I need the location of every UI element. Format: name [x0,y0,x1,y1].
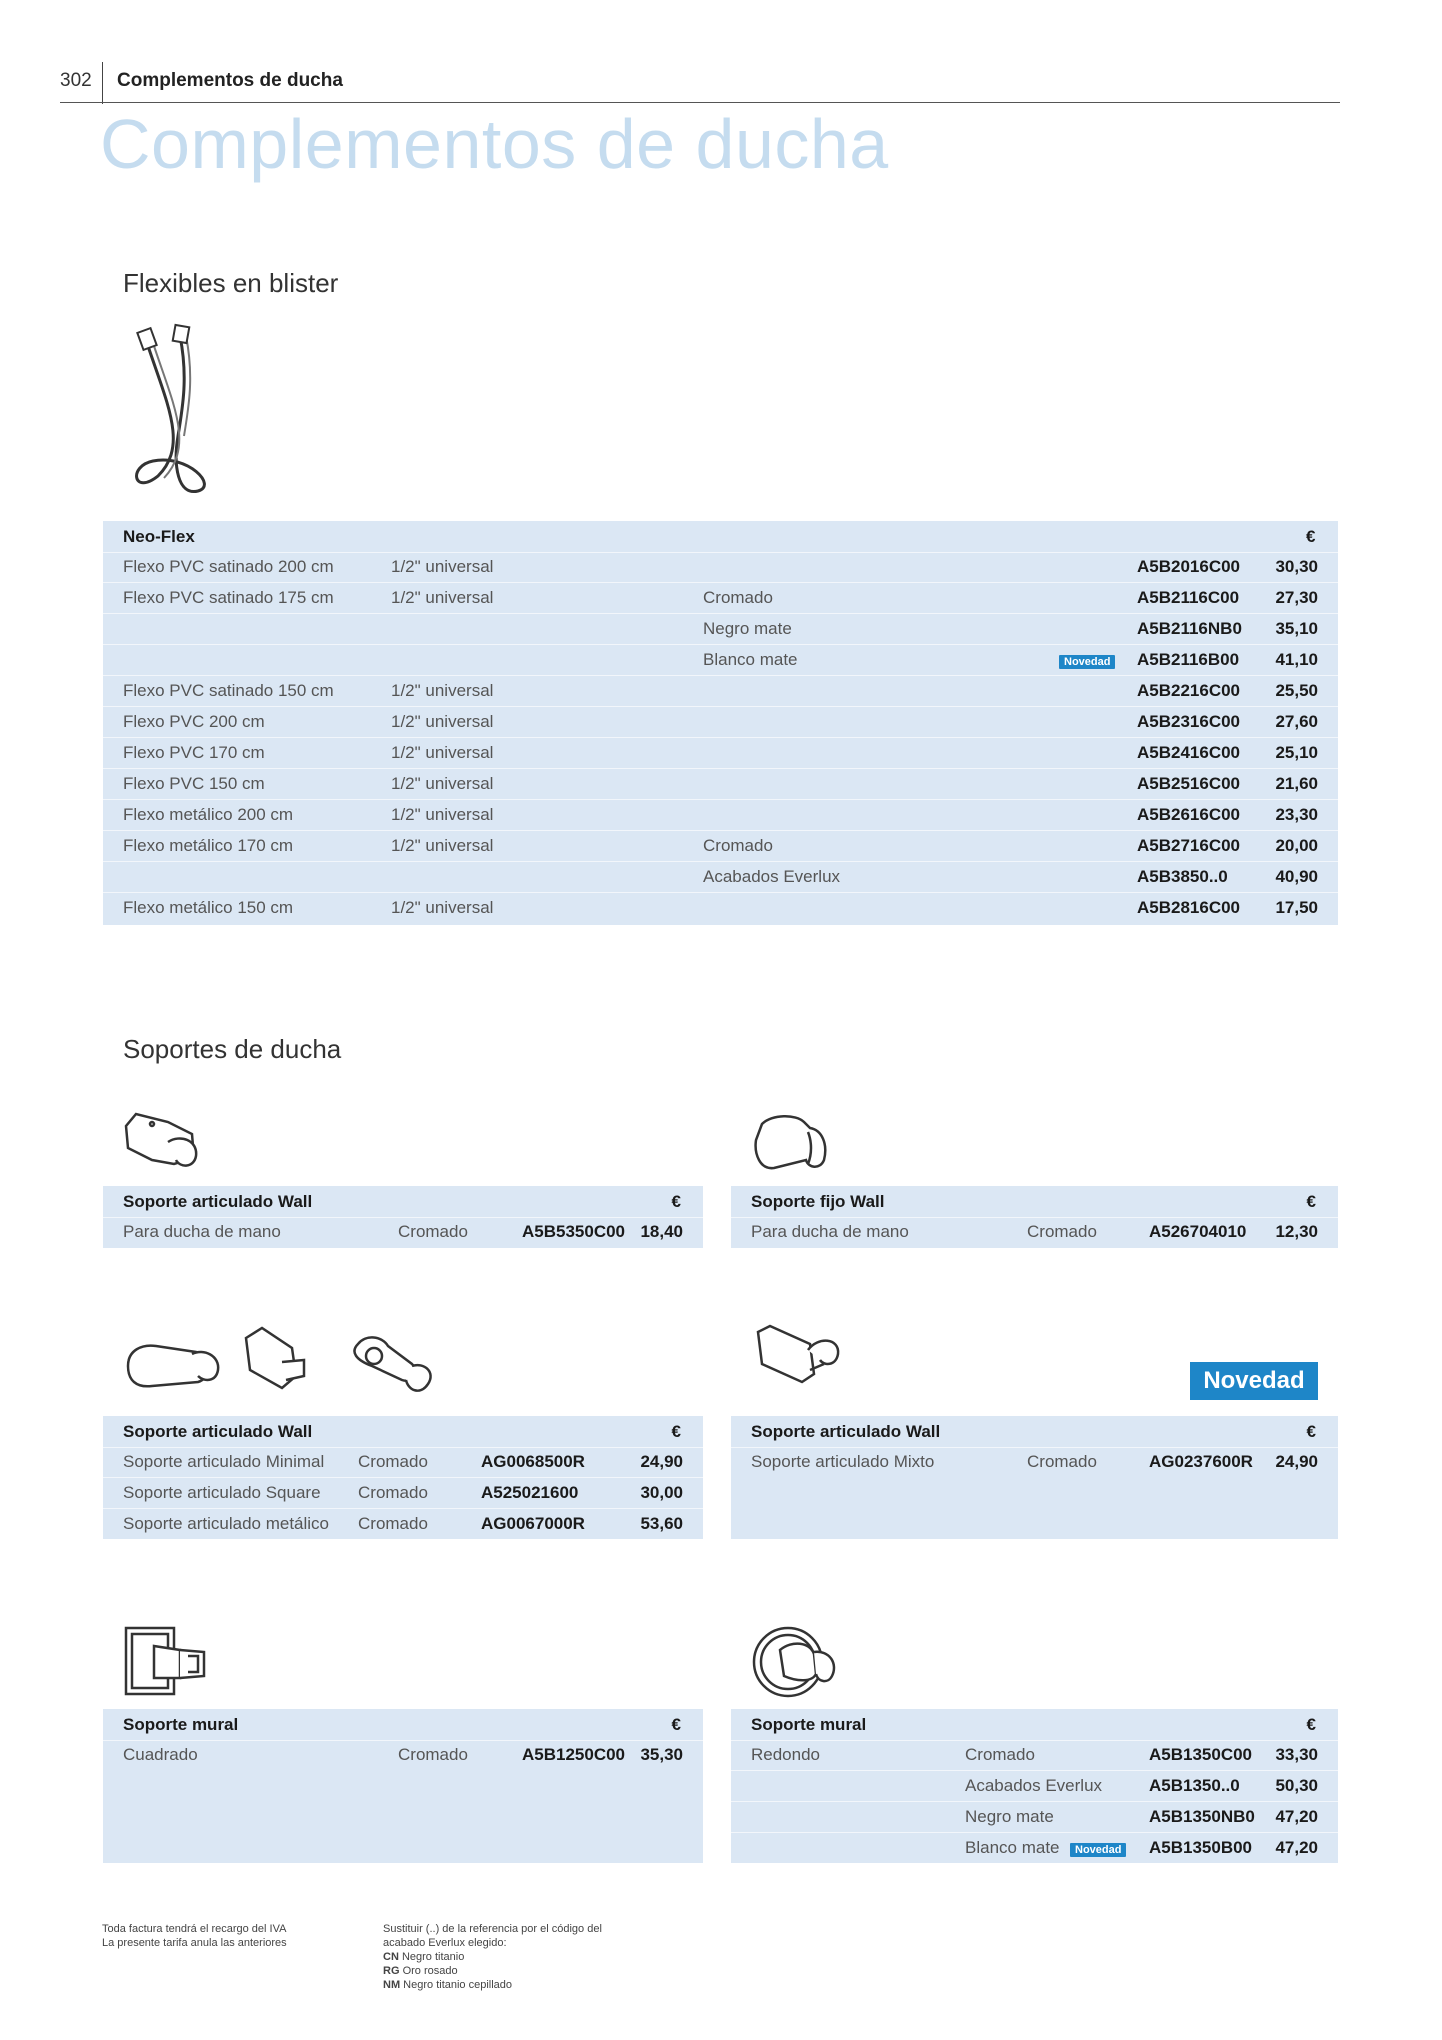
price: 24,90 [1275,1452,1318,1471]
connection-type: 1/2" universal [391,681,494,700]
table-row [731,1216,1338,1247]
group-title: Neo-Flex [123,527,195,546]
soporte-articulado-image [122,1112,204,1170]
footer-vat-note: Toda factura tendrá el recargo del IVA [102,1923,287,1935]
price: 27,30 [1275,588,1318,607]
finish-name: Negro titanio cepillado [403,1979,513,1991]
connection-type: 1/2" universal [391,898,494,917]
page-title: Complementos de ducha [100,105,889,183]
price: 17,50 [1275,898,1318,917]
section-title-soportes: Soportes de ducha [123,1034,342,1064]
finish: Cromado [703,588,773,607]
product-description: Redondo [751,1745,821,1764]
hose-image [118,326,228,506]
product-code: A5B3850..0 [1137,867,1228,886]
table-row [731,1770,1338,1802]
connection-type: 1/2" universal [391,743,494,762]
price: 25,50 [1275,681,1318,700]
product-code: A5B1350B00 [1149,1838,1253,1857]
table-header-row [731,1186,1338,1218]
product-code: A5B2216C00 [1137,681,1241,700]
footer-substitute-note: Sustituir (..) de la referencia por el código del [383,1923,602,1935]
product-code: A5B2116C00 [1137,588,1240,607]
group-title: Soporte fijo Wall [751,1192,885,1211]
table-row [103,1216,703,1247]
table-row [103,1508,703,1539]
soporte-fijo-image [752,1114,832,1170]
product-description: Flexo PVC satinado 200 cm [123,557,334,576]
table-header-row [103,1416,703,1448]
novedad-badge: Novedad [1059,655,1115,669]
header-rule [60,102,1340,103]
currency-label: € [1306,1422,1316,1441]
table-header-row [103,1186,703,1218]
mural-left-table [103,1709,703,1863]
finish: Cromado [1027,1222,1097,1241]
currency-label: € [671,1715,681,1734]
product-code: A5B1350NB0 [1149,1807,1255,1826]
group-title: Soporte mural [123,1715,239,1734]
product-code: A5B2816C00 [1137,898,1241,917]
wall-art2-table [103,1416,703,1539]
finish: Cromado [358,1452,428,1471]
group-title: Soporte articulado Wall [751,1422,941,1441]
product-code: A5B2116B00 [1137,650,1240,669]
table-row [103,861,1338,893]
running-title: Complementos de ducha [117,70,343,91]
novedad-badge-large: Novedad [1190,1362,1318,1400]
connection-type: 1/2" universal [391,774,494,793]
finish-code: NM [383,1979,401,1991]
header-separator [102,62,103,104]
connection-type: 1/2" universal [391,836,494,855]
soporte-cuadrado-image [124,1626,210,1698]
price: 18,40 [640,1222,683,1241]
product-description: Flexo metálico 200 cm [123,805,294,824]
table-row [731,1801,1338,1833]
connection-type: 1/2" universal [391,588,494,607]
currency-label: € [1306,527,1316,546]
soporte-redondo-image [752,1622,842,1700]
soportes-trio-image [122,1326,462,1406]
table-header-row [103,1709,703,1741]
price: 30,30 [1275,557,1318,576]
product-description: Flexo metálico 150 cm [123,898,294,917]
product-code: A5B2716C00 [1137,836,1241,855]
finish: Cromado [398,1222,468,1241]
mural-right-table [731,1709,1338,1863]
table-row [103,1739,703,1770]
price: 40,90 [1275,867,1318,886]
group-title: Soporte articulado Wall [123,1422,313,1441]
novedad-badge-cell [1070,1832,1126,1863]
price: 20,00 [1275,836,1318,855]
novedad-badge-cell [1059,644,1115,675]
table-row [103,737,1338,769]
price: 47,20 [1275,1807,1318,1826]
footer-left [102,1922,287,1950]
finish: Negro mate [703,619,792,638]
product-description: Flexo PVC satinado 150 cm [123,681,334,700]
table-row [103,551,1338,583]
product-description: Soporte articulado Mixto [751,1452,935,1471]
footer-substitute-note-2: acabado Everlux elegido: [383,1937,507,1949]
page-number: 302 [60,70,92,91]
finish-code-line [383,1964,602,1978]
table-row [103,830,1338,862]
price: 50,30 [1275,1776,1318,1795]
finish: Blanco mate [703,650,798,669]
product-code: AG0067000R [481,1514,585,1533]
finish-code: CN [383,1951,399,1963]
product-description: Para ducha de mano [751,1222,909,1241]
price: 33,30 [1275,1745,1318,1764]
product-description: Flexo PVC satinado 175 cm [123,588,334,607]
table-header-row [731,1709,1338,1741]
product-description: Flexo PVC 150 cm [123,774,265,793]
price: 53,60 [640,1514,683,1533]
currency-label: € [671,1192,681,1211]
product-description: Soporte articulado metálico [123,1514,330,1533]
finish: Cromado [358,1514,428,1533]
product-code: AG0068500R [481,1452,585,1471]
group-title: Soporte articulado Wall [123,1192,313,1211]
price: 41,10 [1275,650,1318,669]
wall-art3-table [731,1416,1338,1539]
product-description: Soporte articulado Square [123,1483,321,1502]
connection-type: 1/2" universal [391,712,494,731]
price: 35,10 [1275,619,1318,638]
section-title-flexibles: Flexibles en blister [123,268,339,298]
finish: Blanco mate [965,1838,1060,1857]
finish: Cromado [1027,1452,1097,1471]
product-description: Flexo PVC 170 cm [123,743,265,762]
table-row [103,768,1338,800]
price: 25,10 [1275,743,1318,762]
product-code: A5B2316C00 [1137,712,1241,731]
table-row [103,613,1338,645]
table-row [731,1446,1338,1477]
table-row [103,706,1338,738]
product-code: A5B1250C00 [522,1745,626,1764]
price: 21,60 [1275,774,1318,793]
price: 47,20 [1275,1838,1318,1857]
product-description: Para ducha de mano [123,1222,281,1241]
table-row [103,582,1338,614]
table-row [103,644,1338,676]
product-code: AG0237600R [1149,1452,1253,1471]
currency-label: € [1306,1192,1316,1211]
table-row [731,1832,1338,1863]
finish: Cromado [703,836,773,855]
product-code: A5B1350..0 [1149,1776,1240,1795]
finish: Acabados Everlux [965,1776,1103,1795]
novedad-badge: Novedad [1070,1843,1126,1857]
wall-fijo-table [731,1186,1338,1248]
neoflex-table [103,521,1338,925]
product-description: Cuadrado [123,1745,198,1764]
product-code: A5B5350C00 [522,1222,626,1241]
product-description: Soporte articulado Minimal [123,1452,325,1471]
finish: Cromado [358,1483,428,1502]
price: 24,90 [640,1452,683,1471]
price: 27,60 [1275,712,1318,731]
price: 30,00 [640,1483,683,1502]
finish-code-line [383,1950,602,1964]
product-code: A5B2116NB0 [1137,619,1242,638]
table-header-row [731,1416,1338,1448]
footer-tariff-note: La presente tarifa anula las anteriores [102,1937,287,1949]
price: 35,30 [640,1745,683,1764]
soporte-mixto-image [752,1324,852,1394]
wall-art-table [103,1186,703,1248]
table-row [103,799,1338,831]
product-code: A5B2516C00 [1137,774,1241,793]
finish-code: RG [383,1965,400,1977]
product-code: A5B2616C00 [1137,805,1241,824]
product-code: A5B2416C00 [1137,743,1241,762]
connection-type: 1/2" universal [391,805,494,824]
table-row [731,1739,1338,1771]
finish-name: Oro rosado [402,1965,458,1977]
finish-name: Negro titanio [401,1951,465,1963]
product-code: A525021600 [481,1483,579,1502]
table-row [103,892,1338,923]
product-code: A526704010 [1149,1222,1247,1241]
table-row [103,1477,703,1509]
currency-label: € [671,1422,681,1441]
product-description: Flexo metálico 170 cm [123,836,294,855]
group-title: Soporte mural [751,1715,867,1734]
finish: Cromado [398,1745,468,1764]
product-code: A5B2016C00 [1137,557,1241,576]
finish-code-line [383,1978,602,1992]
table-row [103,1446,703,1478]
price: 12,30 [1275,1222,1318,1241]
footer-right [383,1922,602,1992]
price: 23,30 [1275,805,1318,824]
currency-label: € [1306,1715,1316,1734]
product-code: A5B1350C00 [1149,1745,1253,1764]
finish: Cromado [965,1745,1035,1764]
connection-type: 1/2" universal [391,557,494,576]
table-row [103,675,1338,707]
product-description: Flexo PVC 200 cm [123,712,265,731]
finish: Negro mate [965,1807,1054,1826]
finish: Acabados Everlux [703,867,841,886]
